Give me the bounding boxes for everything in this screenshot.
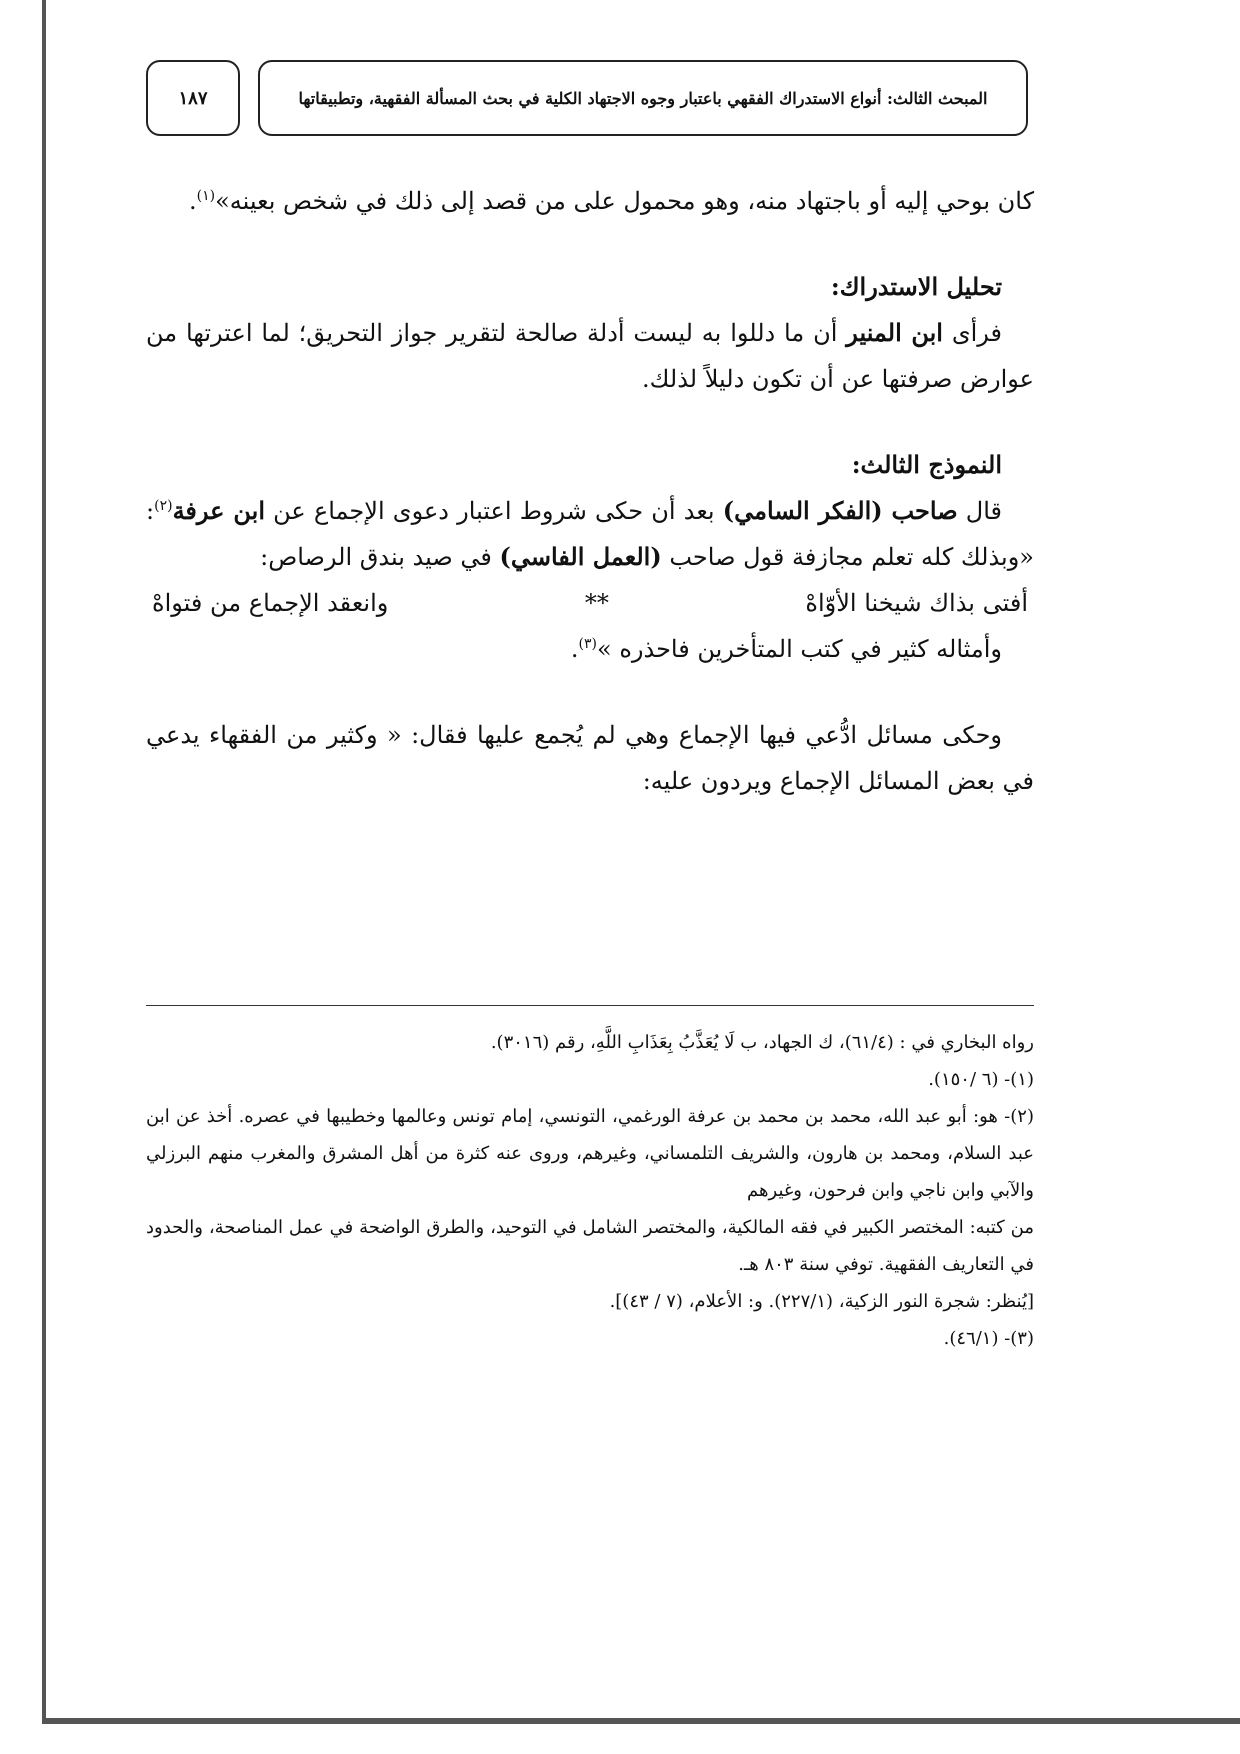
page-number-box bbox=[146, 60, 240, 136]
footnote-line: من كتبه: المختصر الكبير في فقه المالكية، والمختصر الشامل في التوحيد، والطرق الواضحة في عمل المناصحة، والحدود في التعاريف الفقهية. توفي سنة ٨٠٣ هـ. bbox=[146, 1217, 1034, 1275]
footnote-ref-2[interactable]: (٢) bbox=[154, 498, 173, 514]
heading-istidrak-analysis: تحليل الاستدراك: bbox=[830, 272, 1002, 301]
page-frame-bottom bbox=[42, 1718, 1240, 1724]
paragraph-1: كان بوحي إليه أو باجتهاد منه، وهو محمول على من قصد إلى ذلك في شخص بعينه»$^{(١)}$. bbox=[189, 187, 1034, 215]
main-text bbox=[146, 178, 1034, 804]
poem-verse bbox=[146, 580, 1034, 626]
footnote-line: (٣)- (٤٦/١). bbox=[943, 1328, 1034, 1349]
page-frame-left bbox=[42, 0, 46, 1723]
verse-separator: ** bbox=[584, 589, 609, 617]
footnote-ref-3[interactable]: (٣) bbox=[578, 636, 597, 652]
running-header bbox=[258, 60, 1028, 136]
paragraph-4: وأمثاله كثير في كتب المتأخرين فاحذره »$^{(٣)}$. bbox=[570, 635, 1002, 663]
footnote-separator bbox=[146, 1005, 1034, 1006]
footnote-line: [يُنظر: شجرة النور الزكية، (٢٢٧/١). و: الأعلام، (٧ / ٤٣)]. bbox=[609, 1291, 1034, 1312]
running-header-title: المبحث الثالث: أنواع الاستدراك الفقهي باعتبار وجوه الاجتهاد الكلية في بحث المسألة الفقهية، وتطبيقاتها bbox=[298, 88, 988, 108]
footnote-line: رواه البخاري في : (٦١/٤)، ك الجهاد، ب لَا يُعَذَّبُ بِعَذَابِ اللَّهِ، رقم (٣٠١٦). bbox=[490, 1032, 1034, 1053]
paragraph-3: قال صاحب (الفكر السامي) بعد أن حكى شروط اعتبار دعوى الإجماع عن ابن عرفة$^{(٢)}$: «وبذلك كله تعلم مجازفة قول صاحب (العمل الفاسي) في صيد بندق الرصاص: bbox=[146, 496, 1034, 571]
heading-third-example: النموذج الثالث: bbox=[851, 450, 1002, 479]
footnote-line: (٢)- هو: أبو عبد الله، محمد بن محمد بن عرفة الورغمي، التونسي، إمام تونس وعالمها وخطيبها في عصره. أخذ عن ابن عبد السلام، ومحمد بن هارون، والشريف التلمساني، وغيرهم، وروى عنه كثرة من أهل المشرق والمغرب منهم البرزلي والآبي وابن ناجي وابن فرحون، وغيرهم bbox=[146, 1106, 1034, 1201]
paragraph-2: فرأى ابن المنير أن ما دللوا به ليست أدلة صالحة لتقرير جواز التحريق؛ لما اعترتها من عوارض صرفتها عن أن تكون دليلاً لذلك. bbox=[146, 318, 1034, 393]
page-number: ١٨٧ bbox=[178, 87, 208, 109]
verse-hemistich-right: أفتى بذاك شيخنا الأوّاهْ bbox=[805, 589, 1028, 617]
footnotes bbox=[146, 1024, 1034, 1357]
verse-hemistich-left: وانعقد الإجماع من فتواهْ bbox=[152, 589, 389, 617]
footnote-ref-1[interactable]: (١) bbox=[196, 188, 216, 204]
paragraph-5: وحكى مسائل ادُّعي فيها الإجماع وهي لم يُجمع عليها فقال: « وكثير من الفقهاء يدعي في بعض المسائل الإجماع ويردون عليه: bbox=[146, 721, 1034, 795]
footnote-line: (١)- (٦ /١٥٠). bbox=[928, 1069, 1034, 1090]
